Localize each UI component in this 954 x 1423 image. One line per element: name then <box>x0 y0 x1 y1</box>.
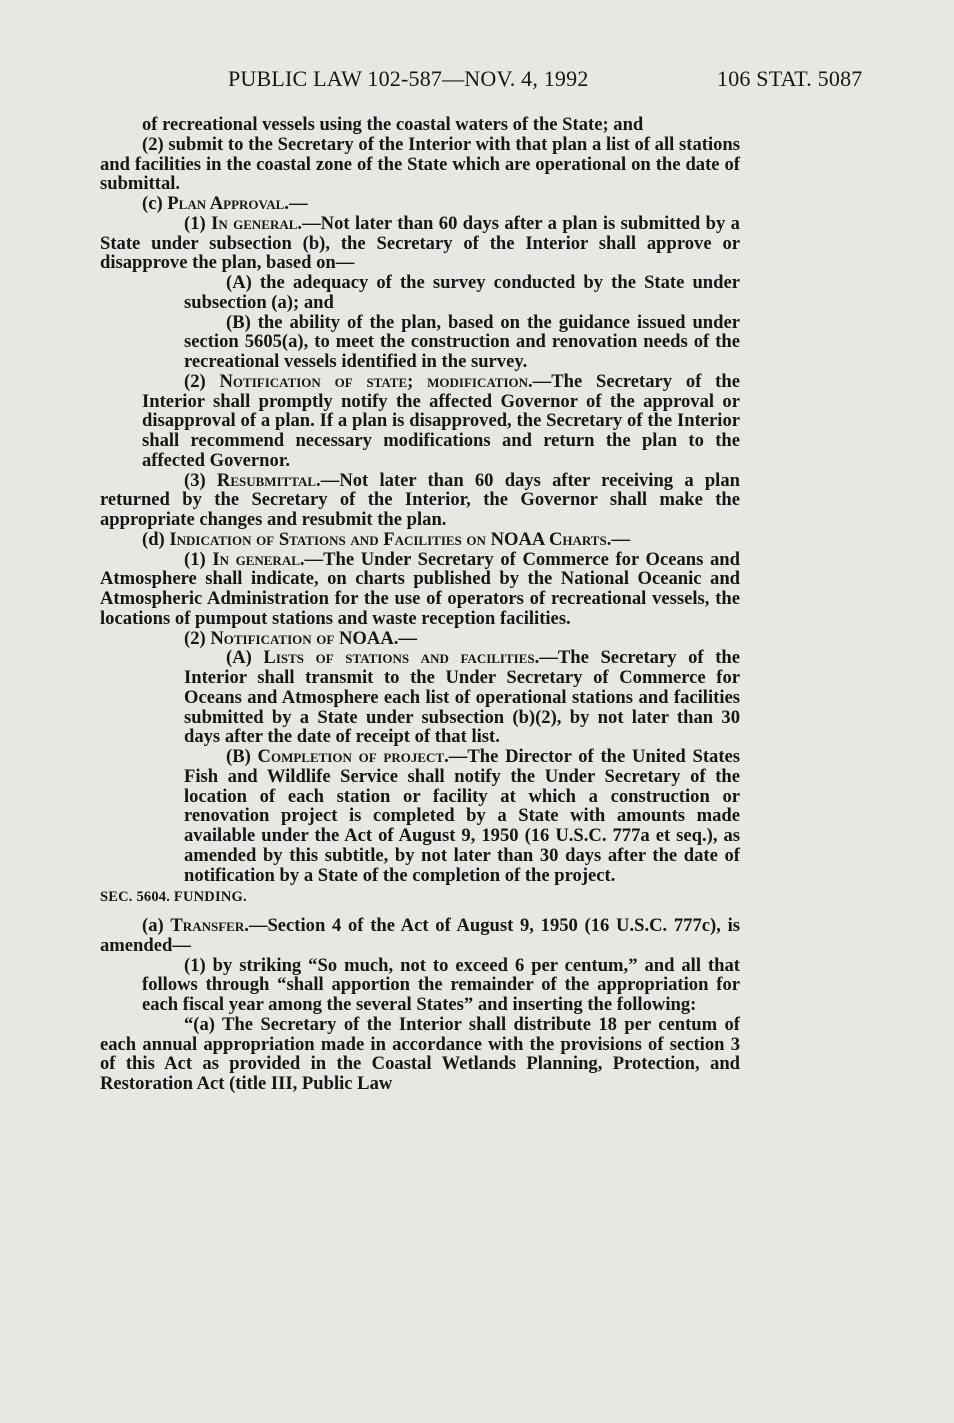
section-heading: SEC. 5604. FUNDING. <box>100 889 247 906</box>
paragraph-d2-heading <box>100 629 740 649</box>
subparagraph-c1A <box>100 273 740 313</box>
subparagraph-text: —The Secretary of the Interior shall transmit to the Under Secretary of Commerce for Oceans and Atmosphere each list of operational stations and facilities submitted by a State under subsection (b)(2), by not later than 30 days after the date of receipt of that list. <box>184 647 740 748</box>
paragraph-text: —The Under Secretary of Commerce for Oceans and Atmosphere shall indicate, on charts published by the National Oceanic and Atmospheric Administration for the use of operators of recreational vessels, the locations of pumpout stations and waste reception facilities. <box>100 548 740 629</box>
subsection-c-heading <box>100 194 740 214</box>
subsection-label: (d) <box>142 528 170 550</box>
subsection-heading: Transfer. <box>170 915 249 936</box>
paragraph-text: of recreational vessels using the coastal waters of the State; and <box>142 114 644 135</box>
header-title: PUBLIC LAW 102-587—NOV. 4, 1992 <box>228 66 589 91</box>
subparagraph-d2A <box>100 648 740 747</box>
subsection-heading: Indication of Stations and Facilities on NOAA Charts.— <box>169 528 630 550</box>
header-page-reference: 106 STAT. 5087 <box>717 66 863 91</box>
subsection-heading: Plan Approval.— <box>167 193 308 214</box>
paragraph-continuation <box>100 115 740 135</box>
paragraph-label: (2) <box>184 627 211 649</box>
subsection-text: —Section 4 of the Act of August 9, 1950 (16 U.S.C. 777c), is amended— <box>100 915 740 956</box>
paragraph-text: —Not later than 60 days after receiving a plan returned by the Secretary of the Interior, the Governor shall make the appropriate changes and resubmit the plan. <box>100 469 740 530</box>
paragraph-label: (3) <box>184 469 217 491</box>
running-header <box>0 66 954 96</box>
paragraph-b2 <box>100 135 740 194</box>
paragraph-label: (1) <box>184 548 213 570</box>
subparagraph-label: (A) <box>226 647 264 669</box>
paragraph-text: (2) submit to the Secretary of the Interior with that plan a list of all stations and facilities in the coastal zone of the State which are operational on the date of submittal. <box>100 133 740 195</box>
paragraph-d1 <box>100 550 740 629</box>
subparagraph-text: (B) the ability of the plan, based on the guidance issued under section 5605(a), to meet the construction and renovation needs of the recreational vessels identified in the survey. <box>184 311 740 372</box>
subparagraph-text: —The Director of the United States Fish and Wildlife Service shall notify the Under Secretary of the location of each station or facility at which a construction or renovation project is completed by a State with amounts made available under the Act of August 9, 1950 (16 U.S.C. 777a et seq.), as amended by this subtitle, by not later than 30 days after the date of notification by a State of the completion of the project. <box>184 746 741 886</box>
paragraph-heading: In general. <box>211 212 303 234</box>
subsection-d-heading <box>100 530 740 550</box>
paragraph-a1 <box>100 956 740 1015</box>
paragraph-heading: Notification of state; modification. <box>219 370 533 392</box>
quoted-text-body: “(a) The Secretary of the Interior shall distribute 18 per centum of each annual appropriation made in accordance with the provisions of section 3 of this Act as provided in the Coastal Wetlands Planning, Protection, and Restoration Act (title III, Public Law <box>100 1013 740 1094</box>
statute-body <box>100 115 740 1094</box>
subparagraph-d2B <box>100 747 740 885</box>
paragraph-c2 <box>100 372 740 471</box>
paragraph-text: —Not later than 60 days after a plan is submitted by a State under subsection (b), the Secretary of the Interior shall approve or disapprove the plan, based on— <box>100 212 740 274</box>
subsection-label: (a) <box>142 915 171 936</box>
subparagraph-text: (A) the adequacy of the survey conducted by the State under subsection (a); and <box>184 272 740 313</box>
paragraph-text: (1) by striking “So much, not to exceed 6 per centum,” and all that follows through “shall apportion the remainder of the appropriation for each fiscal year among the several States” and inserting the following: <box>142 954 740 1015</box>
paragraph-c3 <box>100 471 740 530</box>
paragraph-c1 <box>100 214 740 273</box>
subparagraph-heading: Completion of project. <box>257 746 449 767</box>
paragraph-heading: Resubmittal. <box>216 469 321 491</box>
subparagraph-heading: Lists of stations and facilities. <box>263 647 540 669</box>
paragraph-text: —The Secretary of the Interior shall promptly notify the affected Governor of the approval or disapproval of a plan. If a plan is disapproved, the Secretary of the Interior shall recommend necessary modifications and return the plan to the affected Governor. <box>142 370 740 471</box>
subparagraph-label: (B) <box>226 746 258 767</box>
subsection-a <box>100 916 740 956</box>
paragraph-heading: In general. <box>212 548 305 570</box>
paragraph-heading: Notification of NOAA.— <box>210 627 417 649</box>
subsection-label: (c) <box>142 193 168 214</box>
subparagraph-c1B <box>100 313 740 372</box>
paragraph-label: (2) <box>184 370 220 392</box>
quoted-text <box>100 1015 740 1094</box>
paragraph-label: (1) <box>184 212 212 234</box>
